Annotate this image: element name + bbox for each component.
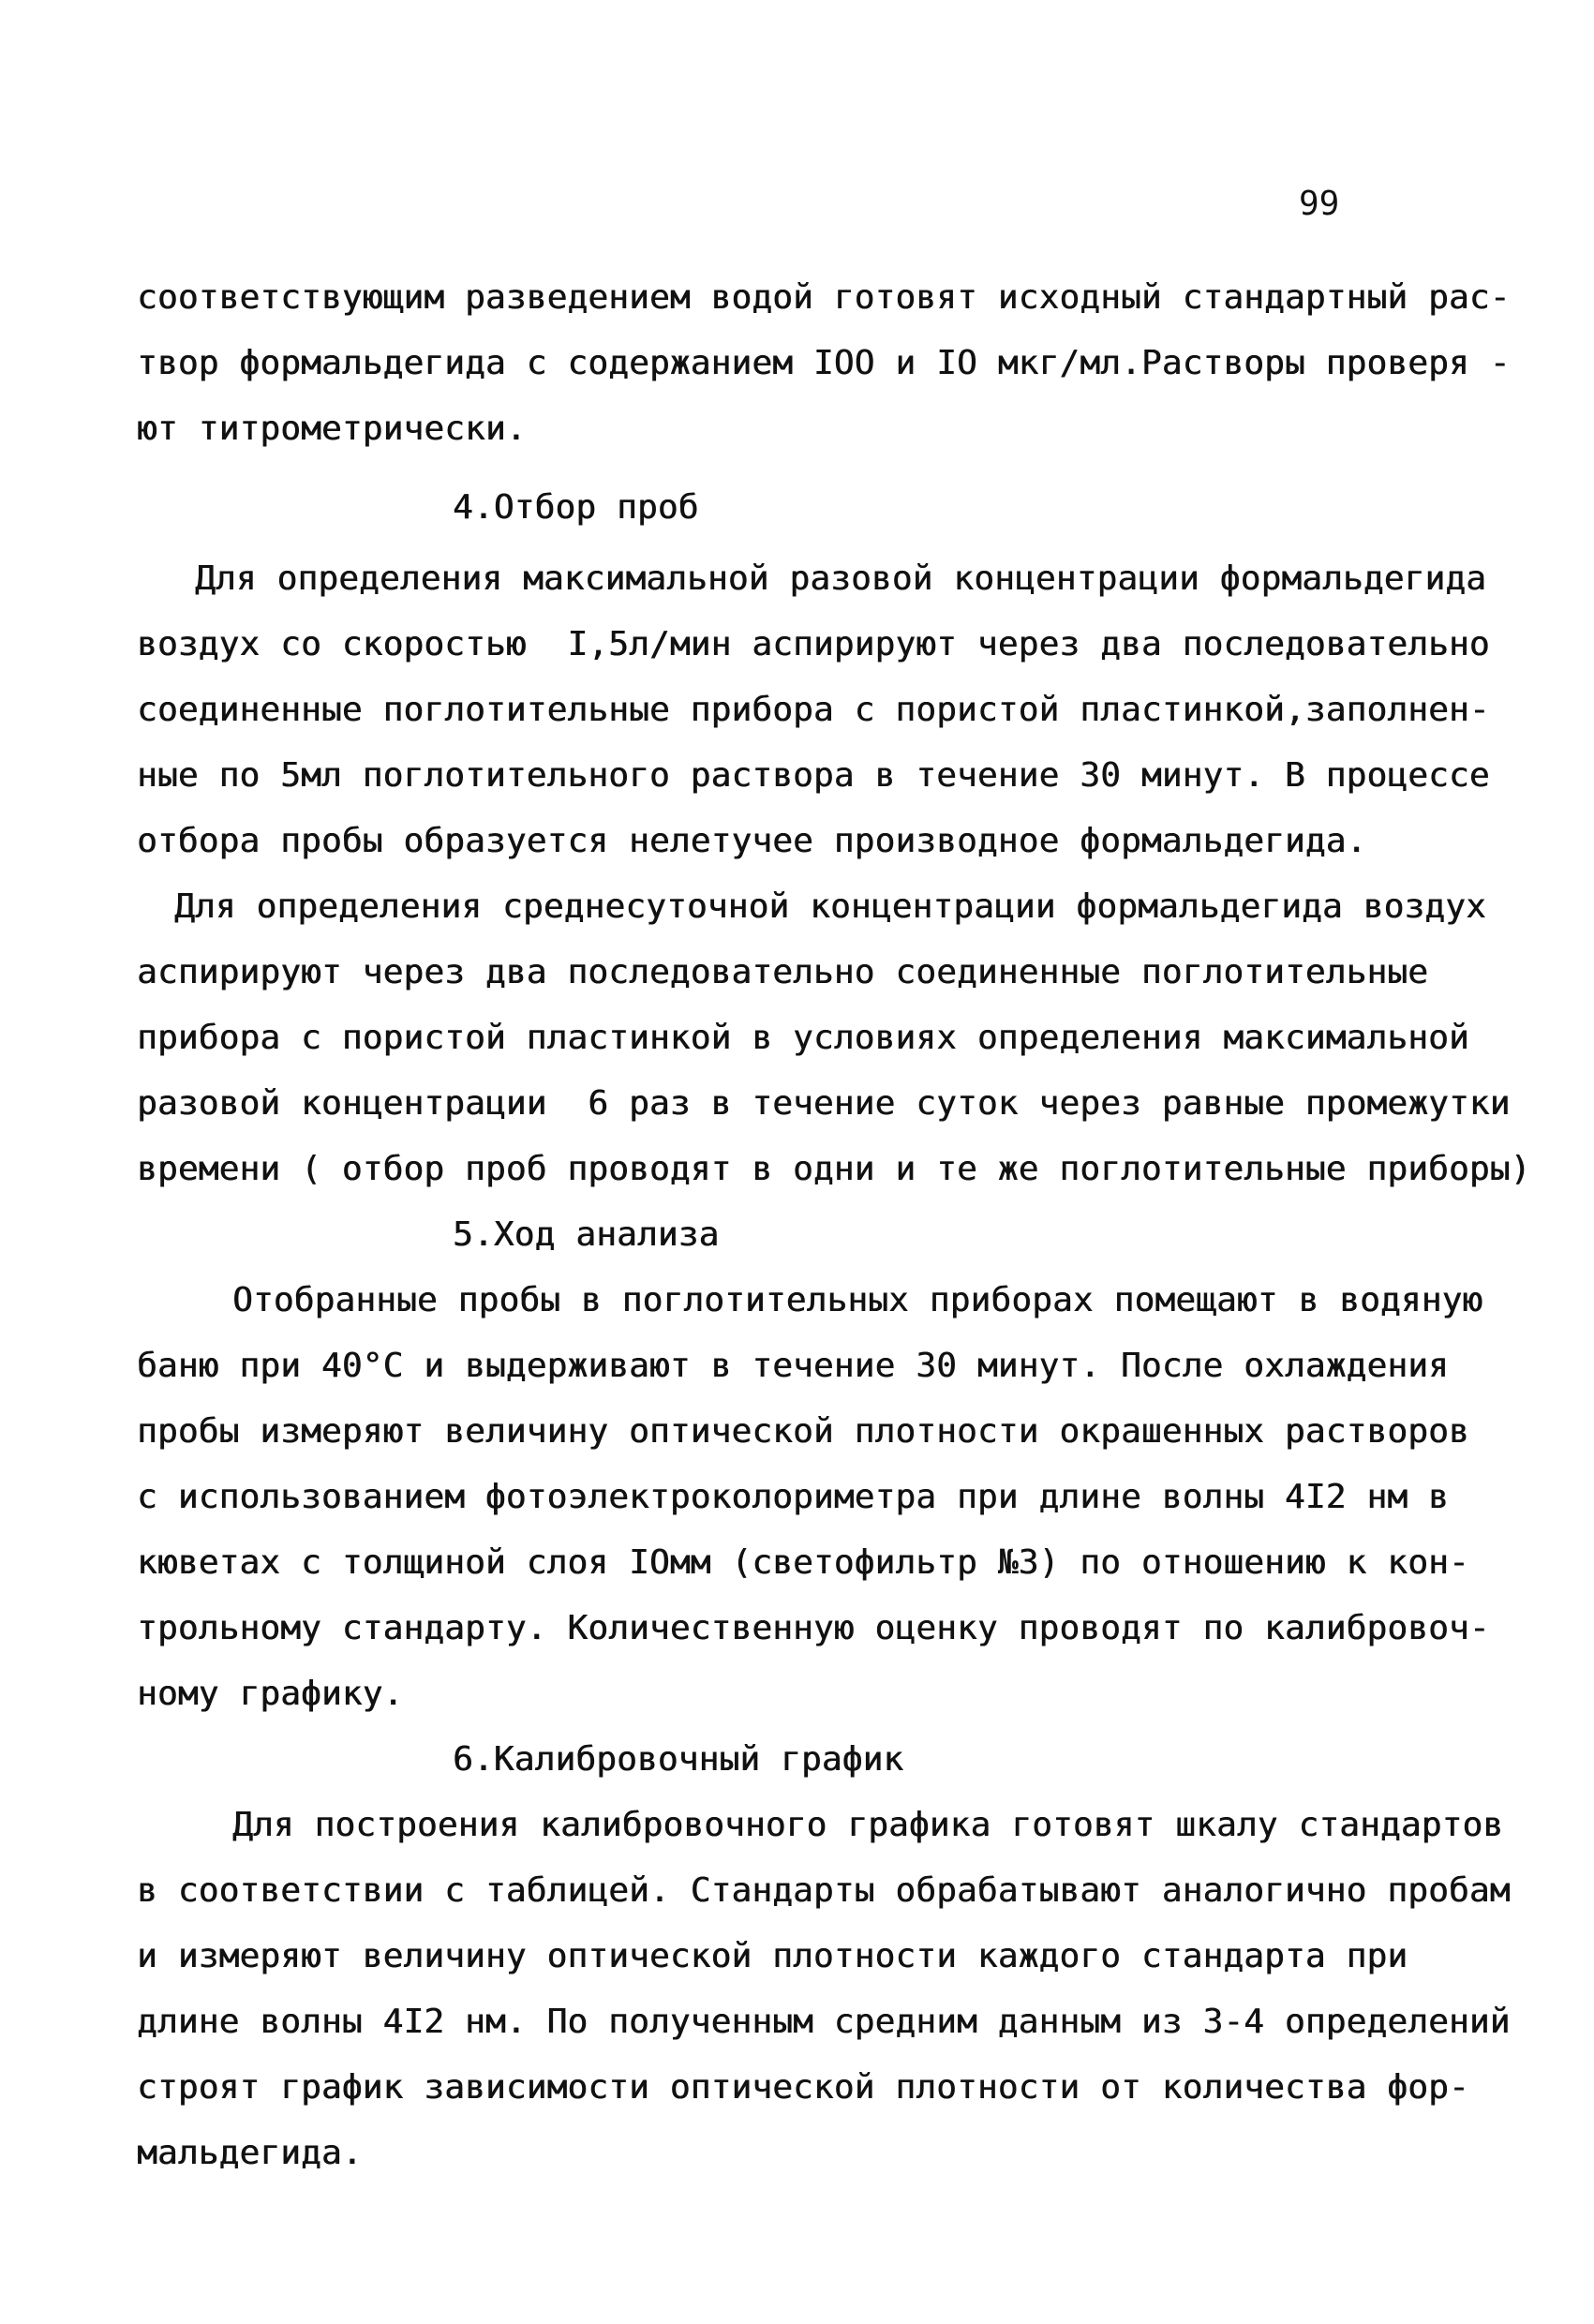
section-4-line: воздух со скоростью I,5л/мин аспирируют через два последовательно (137, 625, 1490, 663)
intro-line: соответствующим разведением водой готовят исходный стандартный рас- (137, 278, 1511, 317)
section-6-line: и измеряют величину оптической плотности каждого стандарта при (137, 1937, 1408, 1975)
section-4-line: аспирируют через два последовательно соединенные поглотительные (137, 953, 1429, 991)
section-4-heading: 4.Отбор проб (453, 488, 699, 527)
section-4-line: Для определения среднесуточной концентрации формальдегида воздух (174, 887, 1486, 926)
section-5-line: пробы измеряют величину оптической плотности окрашенных растворов (137, 1412, 1469, 1451)
section-6-line: строят график зависимости оптической плотности от количества фор- (137, 2068, 1469, 2107)
section-4-line: Для определения максимальной разовой концентрации формальдегида (195, 559, 1487, 598)
section-4-line: соединенные поглотительные прибора с пористой пластинкой,заполнен- (137, 691, 1490, 729)
section-4-line: отбора пробы образуется нелетучее производное формальдегида. (137, 822, 1367, 860)
section-4-line: разовой концентрации 6 раз в течение суток через равные промежутки (137, 1084, 1511, 1123)
section-4-line: ные по 5мл поглотительного раствора в течение 30 минут. В процессе (137, 756, 1490, 795)
intro-line: твор формальдегида с содержанием IOO и IO мкг/мл.Растворы проверя - (137, 344, 1511, 382)
section-6-heading: 6.Калибровочный график (453, 1740, 904, 1779)
page-number: 99 (1299, 185, 1340, 223)
section-6-line: мальдегида. (137, 2134, 363, 2172)
section-4-line: прибора с пористой пластинкой в условиях определения максимальной (137, 1019, 1469, 1057)
section-5-line: кюветах с толщиной слоя IOмм (светофильтр №3) по отношению к кон- (137, 1543, 1469, 1582)
section-6-line: Для построения калибровочного графика готовят шкалу стандартов (232, 1806, 1504, 1844)
section-5-line: с использованием фотоэлектроколориметра при длине волны 4I2 нм в (137, 1478, 1449, 1516)
section-6-line: длине волны 4I2 нм. По полученным средним данным из 3-4 определений (137, 2003, 1511, 2041)
section-5-line: трольному стандарту. Количественную оценку проводят по калибровоч- (137, 1609, 1490, 1647)
section-6-line: в соответствии с таблицей. Стандарты обрабатывают аналогично пробам (137, 1871, 1511, 1910)
section-4-line: времени ( отбор проб проводят в одни и те же поглотительные приборы) (137, 1150, 1531, 1188)
section-5-heading: 5.Ход анализа (453, 1215, 720, 1254)
section-5-line: Отобранные пробы в поглотительных приборах помещают в водяную (232, 1281, 1483, 1319)
section-5-line: баню при 40°С и выдерживают в течение 30 минут. После охлаждения (137, 1347, 1449, 1385)
section-5-line: ному графику. (137, 1675, 404, 1713)
intro-line: ют титрометрически. (137, 410, 527, 448)
